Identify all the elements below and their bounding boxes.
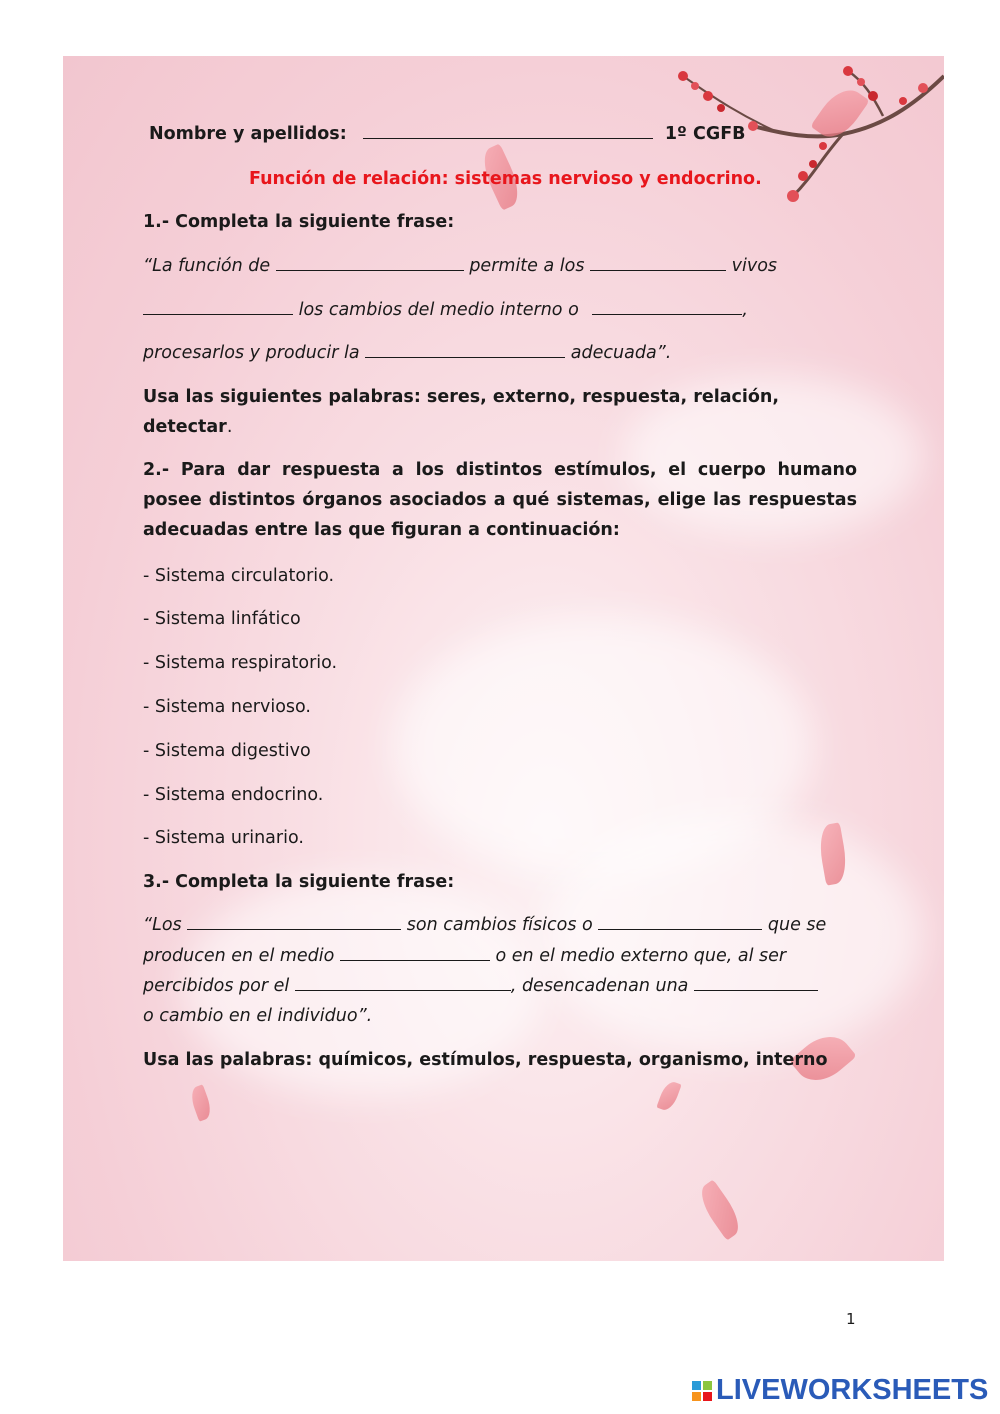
q2-option[interactable]: - Sistema respiratorio. bbox=[143, 653, 338, 673]
name-label: Nombre y apellidos: bbox=[149, 124, 347, 144]
q1-word-bank: Usa las siguientes palabras: seres, externo, respuesta, relación, bbox=[143, 387, 780, 407]
liveworksheets-logo[interactable] bbox=[692, 1374, 988, 1407]
q3-text: producen en el medio bbox=[143, 946, 335, 966]
page-title: Función de relación: sistemas nervioso y endocrino. bbox=[249, 169, 762, 189]
q2-option[interactable]: - Sistema urinario. bbox=[143, 828, 304, 848]
q3-sentence-line-2 bbox=[143, 946, 786, 966]
q1-text: “La función de bbox=[143, 256, 271, 276]
q1-sentence-line-3 bbox=[143, 343, 671, 363]
q1-sentence-line-1 bbox=[143, 256, 777, 276]
q3-blank-2[interactable] bbox=[598, 915, 762, 930]
page-number: 1 bbox=[846, 1310, 856, 1328]
q3-blank-3[interactable] bbox=[340, 946, 490, 961]
q1-word-bank-last: detectar bbox=[143, 417, 227, 437]
q1-blank-1[interactable] bbox=[276, 256, 464, 271]
q2-option[interactable]: - Sistema endocrino. bbox=[143, 785, 324, 805]
q1-text: procesarlos y producir la bbox=[143, 343, 360, 363]
q1-blank-3[interactable] bbox=[143, 300, 293, 315]
q3-text: percibidos por el bbox=[143, 976, 290, 996]
q1-sentence-line-2 bbox=[143, 300, 748, 320]
q3-blank-4[interactable] bbox=[295, 976, 511, 991]
question-3-heading: 3.- Completa la siguiente frase: bbox=[143, 872, 455, 892]
petal-decoration bbox=[694, 1179, 747, 1240]
q1-text: permite a los bbox=[469, 256, 585, 276]
q3-sentence-line-4: o cambio en el individuo”. bbox=[143, 1006, 373, 1026]
q3-sentence-line-3 bbox=[143, 976, 818, 996]
q1-text: vivos bbox=[731, 256, 778, 276]
q1-text: , bbox=[742, 300, 748, 320]
q1-blank-2[interactable] bbox=[590, 256, 726, 271]
q1-word-bank-period: . bbox=[226, 417, 233, 437]
petal-decoration bbox=[656, 1079, 681, 1113]
name-line bbox=[149, 124, 746, 144]
q3-blank-5[interactable] bbox=[694, 976, 818, 991]
q3-text: son cambios físicos o bbox=[406, 915, 593, 935]
q2-option[interactable]: - Sistema linfático bbox=[143, 609, 301, 629]
q2-option[interactable]: - Sistema nervioso. bbox=[143, 697, 311, 717]
question-1-heading: 1.- Completa la siguiente frase: bbox=[143, 212, 455, 232]
q3-text: que se bbox=[767, 915, 827, 935]
q2-option[interactable]: - Sistema circulatorio. bbox=[143, 566, 335, 586]
q3-text: , desencadenan una bbox=[510, 976, 689, 996]
question-2-heading: 2.- Para dar respuesta a los distintos estímulos, el cuerpo humano posee distintos órganos asociados a qué sistemas, elige las respuestas adecuadas entre las que figuran a continuación: bbox=[143, 460, 857, 540]
logo-squares-icon bbox=[692, 1381, 712, 1401]
q1-word-bank-2 bbox=[143, 417, 232, 437]
q3-text: o en el medio externo que, al ser bbox=[495, 946, 787, 966]
cherry-branch-icon bbox=[623, 56, 944, 256]
q1-text: adecuada”. bbox=[570, 343, 672, 363]
name-blank[interactable] bbox=[363, 124, 653, 139]
course-label: 1º CGFB bbox=[664, 124, 746, 144]
q3-text: “Los bbox=[143, 915, 182, 935]
brand-name: LIVEWORKSHEETS bbox=[716, 1374, 989, 1406]
petal-decoration bbox=[188, 1084, 215, 1121]
q1-blank-4[interactable] bbox=[592, 300, 742, 315]
q3-blank-1[interactable] bbox=[187, 915, 401, 930]
q1-text: los cambios del medio interno o bbox=[298, 300, 579, 320]
q2-option[interactable]: - Sistema digestivo bbox=[143, 741, 311, 761]
q3-sentence-line-1 bbox=[143, 915, 826, 935]
q1-blank-5[interactable] bbox=[365, 343, 565, 358]
cloud-decoration bbox=[543, 816, 923, 1056]
q3-word-bank: Usa las palabras: químicos, estímulos, respuesta, organismo, interno bbox=[143, 1050, 828, 1070]
